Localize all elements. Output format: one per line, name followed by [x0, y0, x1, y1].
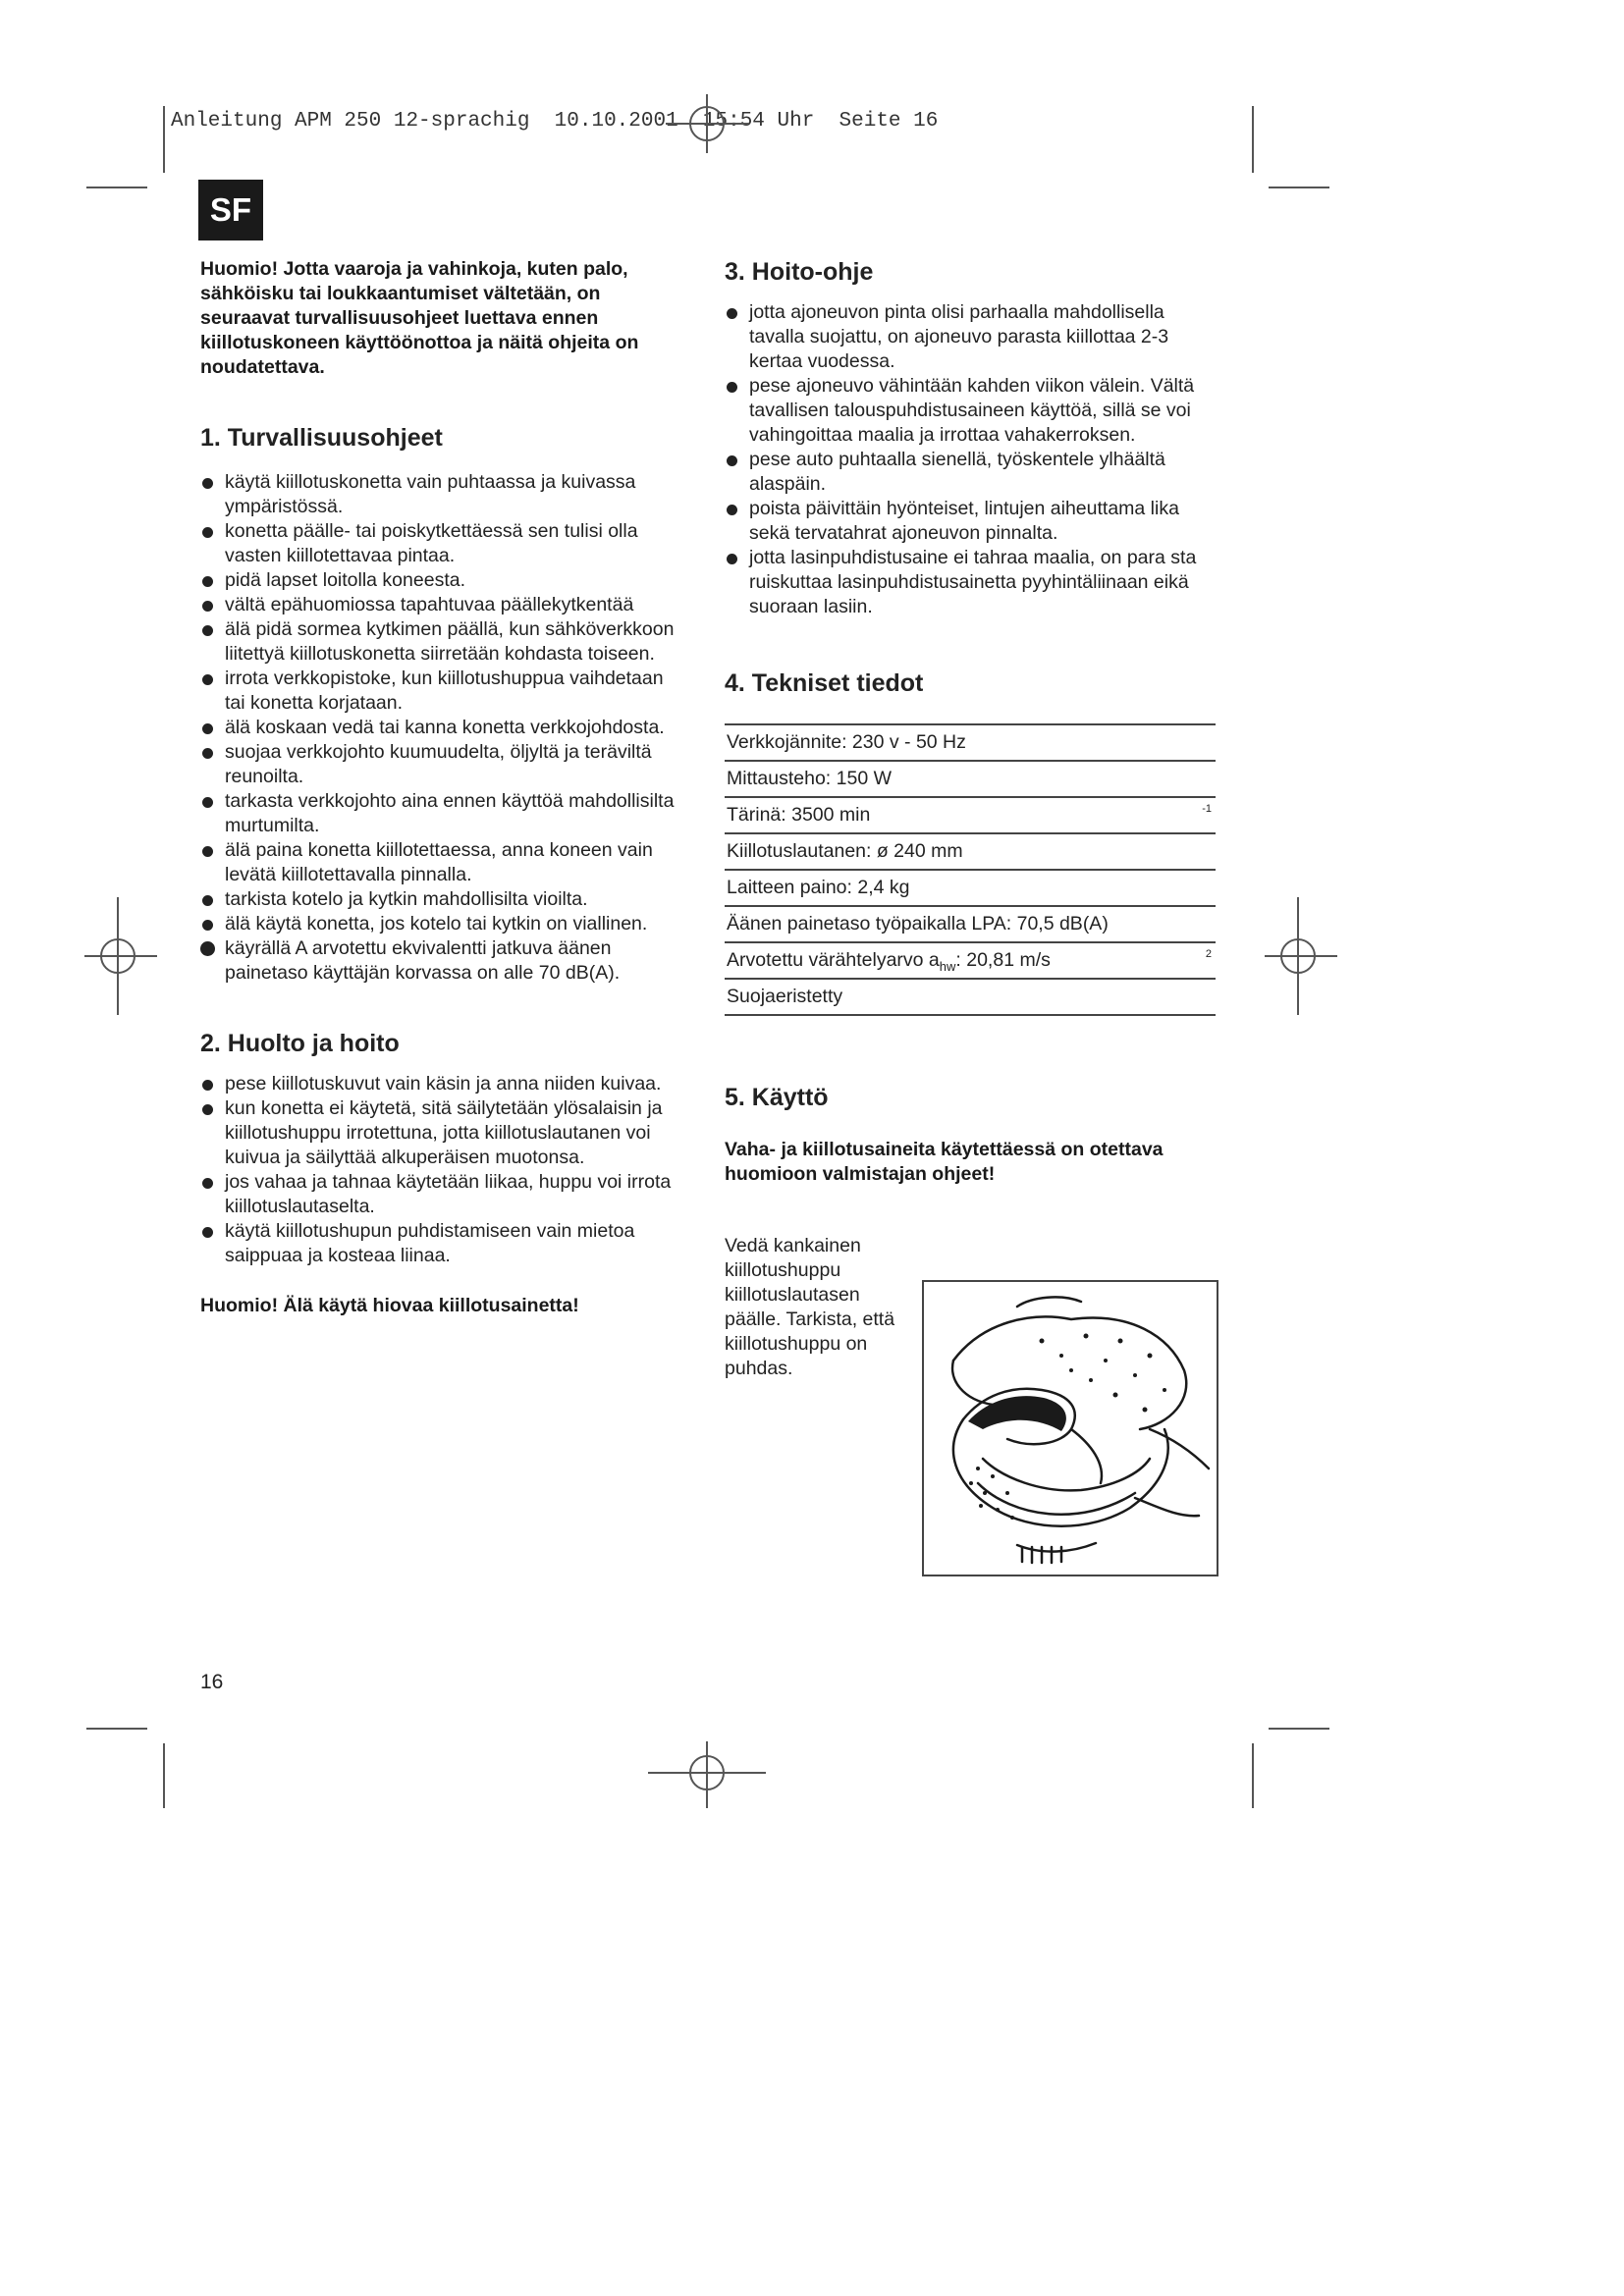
- list-item: kun konetta ei käytetä, sitä säilytetään ylösalaisin ja kiillotushuppu irrotettuna, jotta kiillotuslautanen voi kuivua ja säilyttää alkuperäisen muotonsa.: [200, 1096, 681, 1170]
- bullet-icon: [200, 941, 215, 956]
- crop-mark-top-right-horizontal: [1269, 187, 1329, 188]
- list-item: pese ajoneuvo vähintään kahden viikon välein. Vältä tavallisen talouspuhdistusaineen käyttöä, sillä se voi vahingoittaa maalia ja irrottaa vahakerroksen.: [725, 374, 1216, 448]
- safety-list: [200, 470, 681, 986]
- spec-row-weight: Laitteen paino: 2,4 kg: [725, 871, 1216, 907]
- bullet-icon: [727, 308, 737, 319]
- bullet-icon: [202, 1104, 213, 1115]
- crop-mark-bottom-left-horizontal: [86, 1728, 147, 1730]
- maintenance-warning: Huomio! Älä käytä hiovaa kiillotusainetta!: [200, 1295, 579, 1316]
- maintenance-list: [200, 1072, 681, 1268]
- bullet-icon: [202, 478, 213, 489]
- list-item: jotta ajoneuvon pinta olisi parhaalla mahdollisella tavalla suojattu, on ajoneuvo parasta kiillottaa 2-3 kertaa vuodessa.: [725, 300, 1216, 374]
- section-title-safety: 1. Turvallisuusohjeet: [200, 424, 443, 452]
- bullet-icon: [202, 723, 213, 734]
- registration-mark-top-icon: [648, 92, 766, 210]
- right-column: [725, 257, 1216, 1381]
- list-item: suojaa verkkojohto kuumuudelta, öljyltä ja teräviltä reunoilta.: [200, 740, 681, 789]
- spec-row-sound: Äänen painetaso työpaikalla LPA: 70,5 dB(A): [725, 907, 1216, 943]
- list-item: pese auto puhtaalla sienellä, työskentele ylhäältä alaspäin.: [725, 448, 1216, 497]
- intro-warning: Huomio! Jotta vaaroja ja vahinkoja, kuten palo, sähköisku tai loukkaantumiset vältetään, on seuraavat turvallisuusohjeet luettava ennen kiillotuskoneen käyttöönottoa ja näitä ohjeita on noudatettava.: [200, 258, 639, 378]
- bullet-icon: [202, 625, 213, 636]
- bullet-icon: [202, 1080, 213, 1091]
- spec-table: [725, 723, 1216, 1016]
- bullet-icon: [202, 674, 213, 685]
- section-title-care: 3. Hoito-ohje: [725, 258, 874, 286]
- list-item: irrota verkkopistoke, kun kiillotushuppua vaihdetaan tai konetta korjataan.: [200, 667, 681, 716]
- bullet-icon: [202, 1227, 213, 1238]
- registration-mark-bottom-icon: [648, 1714, 766, 1832]
- section-title-technical: 4. Tekniset tiedot: [725, 669, 924, 697]
- list-item: älä koskaan vedä tai kanna konetta verkkojohdosta.: [200, 716, 681, 740]
- hand-polisher-illustration-icon: [924, 1282, 1217, 1575]
- crop-mark-bottom-right-vertical: [1252, 1743, 1254, 1808]
- acceleration-unit-exponent: 2: [1205, 948, 1212, 960]
- section-title-maintenance: 2. Huolto ja hoito: [200, 1030, 400, 1057]
- list-item: vältä epähuomiossa tapahtuvaa päällekytkentää: [200, 593, 681, 617]
- crop-mark-bottom-right-horizontal: [1269, 1728, 1329, 1730]
- list-item: konetta päälle- tai poiskytkettäessä sen tulisi olla vasten kiillotettavaa pintaa.: [200, 519, 681, 568]
- list-item: älä käytä konetta, jos kotelo tai kytkin on viallinen.: [200, 912, 681, 936]
- print-header: Anleitung APM 250 12-sprachig 10.10.2001 15:54 Uhr Seite 16: [171, 110, 939, 133]
- figure-polishing-bonnet: [922, 1280, 1218, 1576]
- bullet-icon: [202, 797, 213, 808]
- bullet-icon: [202, 895, 213, 906]
- spec-row-pad: Kiillotuslautanen: ø 240 mm: [725, 834, 1216, 871]
- list-item: pese kiillotuskuvut vain käsin ja anna niiden kuivaa.: [200, 1072, 681, 1096]
- spec-row-insulation: Suojaeristetty: [725, 980, 1216, 1016]
- spec-row-power: Mittausteho: 150 W: [725, 762, 1216, 798]
- bullet-icon: [202, 846, 213, 857]
- acceleration-subscript: hw: [939, 958, 956, 974]
- bullet-icon: [202, 748, 213, 759]
- crop-mark-top-right-vertical: [1252, 106, 1254, 173]
- crop-mark-top-left-horizontal: [86, 187, 147, 188]
- spec-row-vibration: Tärinä: 3500 min -1: [725, 798, 1216, 834]
- bullet-icon: [202, 601, 213, 612]
- registration-mark-left-icon: [79, 897, 196, 1015]
- usage-warning: Vaha- ja kiillotusaineita käytettäessä on otettava huomioon valmistajan ohjeet!: [725, 1139, 1164, 1185]
- usage-instructions: Vedä kankainen kiillotushuppu kiillotuslautasen päälle. Tarkista, että kiillotushuppu on puhdas.: [725, 1235, 895, 1379]
- bullet-icon: [202, 920, 213, 931]
- list-item: tarkasta verkkojohto aina ennen käyttöä mahdollisilta murtumilta.: [200, 789, 681, 838]
- page-number: 16: [200, 1671, 224, 1693]
- list-item: älä paina konetta kiillotettaessa, anna koneen vain levätä kiillotettavalla pinnalla.: [200, 838, 681, 887]
- list-item: käytä kiillotushupun puhdistamiseen vain mietoa saippuaa ja kosteaa liinaa.: [200, 1219, 681, 1268]
- care-list: [725, 300, 1216, 619]
- bullet-icon: [202, 527, 213, 538]
- list-item: käytä kiillotuskonetta vain puhtaassa ja kuivassa ympäristössä.: [200, 470, 681, 519]
- list-item: älä pidä sormea kytkimen päällä, kun sähköverkkoon liitettyä kiillotuskonetta siirretään kohdasta toiseen.: [200, 617, 681, 667]
- spec-row-acceleration: Arvotettu värähtelyarvo $a_{hw}$: 20,81 m/s 2: [725, 943, 1216, 980]
- language-badge: SF: [198, 180, 263, 240]
- spec-row-voltage: Verkkojännite: 230 v - 50 Hz: [725, 725, 1216, 762]
- list-item: poista päivittäin hyönteiset, lintujen aiheuttama lika sekä tervatahrat ajoneuvon pinnalta.: [725, 497, 1216, 546]
- crop-mark-bottom-left-vertical: [163, 1743, 165, 1808]
- bullet-icon: [202, 576, 213, 587]
- list-item: käyrällä A arvotettu ekvivalentti jatkuva äänen painetaso käyttäjän korvassa on alle 70 dB(A).: [200, 936, 681, 986]
- list-item: pidä lapset loitolla koneesta.: [200, 568, 681, 593]
- crop-mark-top-left-vertical: [163, 106, 165, 173]
- bullet-icon: [727, 554, 737, 564]
- list-item: jos vahaa ja tahnaa käytetään liikaa, huppu voi irrota kiillotuslautaselta.: [200, 1170, 681, 1219]
- list-item: jotta lasinpuhdistusaine ei tahraa maalia, on para sta ruiskuttaa lasinpuhdistusainetta pyyhintäliinaan eikä suoraan lasiin.: [725, 546, 1216, 619]
- list-item: tarkista kotelo ja kytkin mahdollisilta vioilta.: [200, 887, 681, 912]
- left-column: [200, 257, 681, 1318]
- vibration-unit-exponent: -1: [1202, 803, 1212, 815]
- bullet-icon: [727, 382, 737, 393]
- registration-mark-right-icon: [1239, 897, 1357, 1015]
- bullet-icon: [727, 455, 737, 466]
- bullet-icon: [202, 1178, 213, 1189]
- bullet-icon: [727, 505, 737, 515]
- section-title-usage: 5. Käyttö: [725, 1084, 829, 1111]
